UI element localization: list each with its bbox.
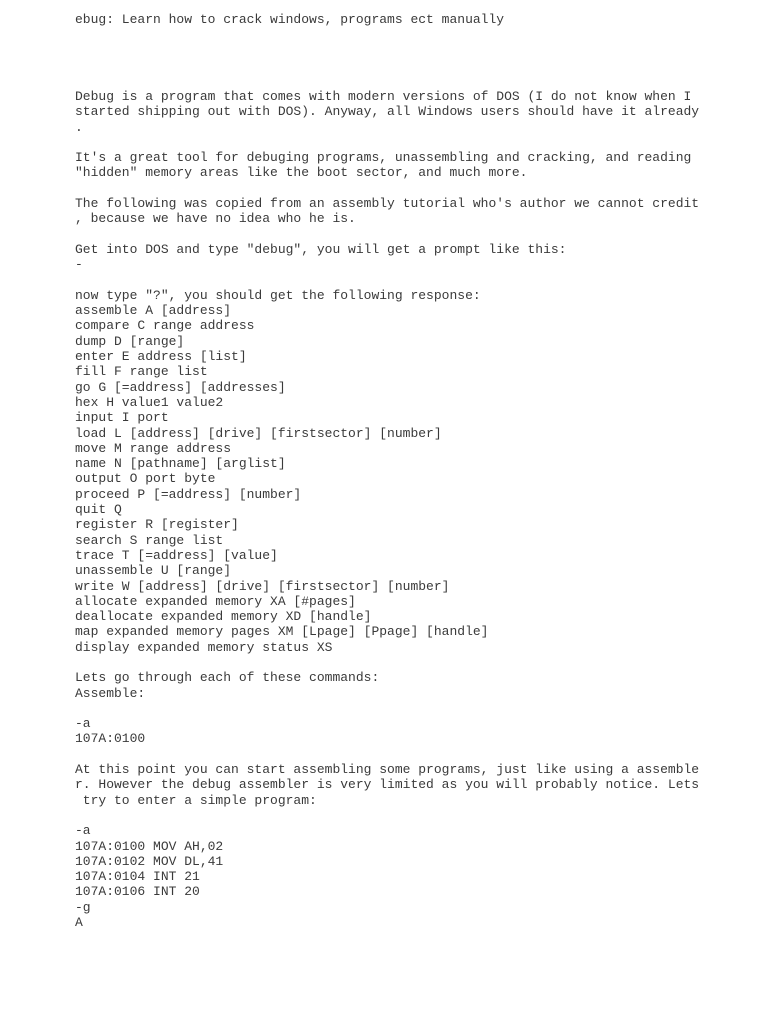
text-line: r. However the debug assembler is very limited as you will probably notice. Lets	[75, 777, 700, 793]
text-line: .	[75, 119, 83, 135]
text-line: proceed P [=address] [number]	[75, 486, 302, 502]
text-line: now type "?", you should get the following response:	[75, 287, 481, 303]
paragraph	[75, 670, 705, 701]
text-line: search S range list	[75, 532, 224, 548]
text-line: go G [=address] [addresses]	[75, 379, 286, 395]
text-line: write W [address] [drive] [firstsector] [number]	[75, 578, 450, 594]
text-line: name N [pathname] [arglist]	[75, 456, 286, 472]
text-line: quit Q	[75, 502, 122, 518]
text-line: -	[75, 257, 83, 273]
text-line: register R [register]	[75, 517, 239, 533]
text-line: -a	[75, 823, 91, 839]
text-line: assemble A [address]	[75, 303, 232, 319]
paragraph	[75, 89, 705, 135]
paragraph-gap	[75, 808, 705, 823]
document-body	[75, 89, 705, 930]
paragraph	[75, 150, 705, 181]
text-line: Debug is a program that comes with modern versions of DOS (I do not know when I	[75, 89, 692, 104]
text-line: move M range address	[75, 440, 232, 456]
paragraph-gap	[75, 655, 705, 670]
text-line: At this point you can start assembling some programs, just like using a assemble	[75, 762, 700, 778]
text-line: "hidden" memory areas like the boot sector, and much more.	[75, 165, 528, 181]
text-line: unassemble U [range]	[75, 563, 232, 579]
text-line: load L [address] [drive] [firstsector] [number]	[75, 425, 442, 441]
text-line: -g	[75, 899, 91, 915]
text-line: allocate expanded memory XA [#pages]	[75, 593, 356, 609]
paragraph	[75, 196, 705, 227]
text-line: fill F range list	[75, 364, 208, 380]
text-line: Lets go through each of these commands:	[75, 670, 380, 686]
text-line: compare C range address	[75, 318, 255, 334]
paragraph-gap	[75, 135, 705, 150]
text-line: output O port byte	[75, 471, 216, 487]
text-line: display expanded memory status XS	[75, 639, 333, 655]
text-line: , because we have no idea who he is.	[75, 211, 356, 227]
text-line: A	[75, 915, 83, 931]
paragraph	[75, 716, 705, 747]
text-line: enter E address [list]	[75, 349, 247, 365]
text-line: Get into DOS and type "debug", you will get a prompt like this:	[75, 241, 567, 257]
text-line: dump D [range]	[75, 333, 185, 349]
paragraph-gap	[75, 701, 705, 716]
text-line: deallocate expanded memory XD [handle]	[75, 609, 372, 625]
paragraph-gap	[75, 227, 705, 242]
text-line: 107A:0102 MOV DL,41	[75, 853, 224, 869]
text-line: -a	[75, 716, 91, 732]
paragraph	[75, 823, 705, 930]
text-line: hex H value1 value2	[75, 394, 224, 410]
text-line: started shipping out with DOS). Anyway, all Windows users should have it already	[75, 104, 700, 120]
text-line: Assemble:	[75, 685, 146, 701]
text-line: try to enter a simple program:	[75, 792, 317, 808]
text-line: map expanded memory pages XM [Lpage] [Ppage] [handle]	[75, 624, 489, 640]
text-line: 107A:0100	[75, 731, 146, 747]
paragraph-gap	[75, 273, 705, 288]
text-line: 107A:0104 INT 21	[75, 869, 200, 885]
text-line: trace T [=address] [value]	[75, 547, 278, 563]
text-line: 107A:0100 MOV AH,02	[75, 838, 224, 854]
document-header: ebug: Learn how to crack windows, programs ect manually	[75, 12, 505, 27]
paragraph	[75, 288, 705, 655]
paragraph-gap	[75, 747, 705, 762]
text-line: The following was copied from an assembly tutorial who's author we cannot credit	[75, 196, 700, 212]
paragraph	[75, 762, 705, 808]
text-line: It's a great tool for debuging programs, unassembling and cracking, and reading	[75, 150, 692, 166]
paragraph	[75, 242, 705, 273]
paragraph-gap	[75, 181, 705, 196]
text-line: 107A:0106 INT 20	[75, 884, 200, 900]
text-line: input I port	[75, 410, 169, 426]
